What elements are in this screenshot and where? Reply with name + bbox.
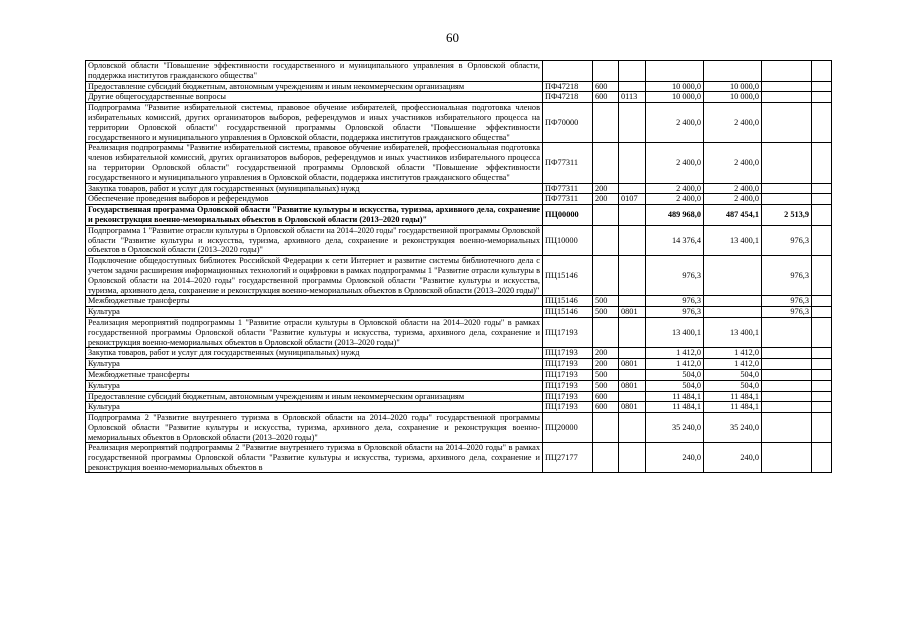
- table-body: [86, 61, 832, 473]
- cell-total: 976,3: [646, 256, 704, 296]
- cell-federal: [762, 143, 812, 183]
- cell-expense-type: 200: [593, 359, 619, 370]
- cell-section: 0801: [619, 380, 646, 391]
- cell-regional: 2 400,0: [704, 194, 762, 205]
- cell-expense-type: [593, 61, 619, 82]
- cell-code: ПФ47218: [543, 92, 593, 103]
- cell-extra: [812, 143, 832, 183]
- cell-code: ПЦ00000: [543, 205, 593, 226]
- cell-federal: [762, 81, 812, 92]
- cell-name: Культура: [86, 359, 543, 370]
- cell-expense-type: 500: [593, 369, 619, 380]
- cell-total: 2 400,0: [646, 103, 704, 143]
- cell-code: ПФ77311: [543, 183, 593, 194]
- cell-extra: [812, 359, 832, 370]
- cell-code: ПЦ15146: [543, 296, 593, 307]
- cell-section: [619, 391, 646, 402]
- cell-expense-type: [593, 225, 619, 255]
- cell-extra: [812, 380, 832, 391]
- page-number: 60: [446, 30, 459, 45]
- cell-code: ПФ47218: [543, 81, 593, 92]
- cell-federal: [762, 359, 812, 370]
- cell-total: 2 400,0: [646, 183, 704, 194]
- cell-regional: 2 400,0: [704, 103, 762, 143]
- cell-federal: [762, 369, 812, 380]
- table-row: [86, 369, 832, 380]
- cell-total: 489 968,0: [646, 205, 704, 226]
- cell-section: [619, 205, 646, 226]
- cell-code: ПЦ15146: [543, 256, 593, 296]
- cell-total: 976,3: [646, 307, 704, 318]
- table-row: [86, 61, 832, 82]
- cell-section: [619, 413, 646, 443]
- table-row: [86, 380, 832, 391]
- cell-extra: [812, 348, 832, 359]
- table-row: [86, 391, 832, 402]
- cell-code: ПЦ27177: [543, 443, 593, 473]
- cell-regional: 11 484,1: [704, 391, 762, 402]
- cell-name: Межбюджетные трансферты: [86, 296, 543, 307]
- cell-extra: [812, 369, 832, 380]
- cell-name-text: Реализация мероприятий подпрограммы 2 "Развитие внутреннего туризма в Орловской области на 2014–2020 годы" в рамках государственной программы Орловской области "Развитие культуры и искусства, туризма, архивного дела, сохранение и реконструкция военно-мемориальных объектов в: [88, 443, 540, 473]
- cell-extra: [812, 81, 832, 92]
- cell-section: 0801: [619, 307, 646, 318]
- table-row: [86, 256, 832, 296]
- cell-code: ПЦ10000: [543, 225, 593, 255]
- cell-regional: 487 454,1: [704, 205, 762, 226]
- cell-total: 10 000,0: [646, 92, 704, 103]
- cell-name: Реализация подпрограммы "Развитие избирательной системы, правовое обучение избирателей, профессиональная подготовка членов избирательной комиссий, других организаторов выборов, референдумов и иных участников избирательного процесса на территории Орловской области" государственной программы Орловской области "Повышение эффективности государственного и муниципального управления в Орловской области, поддержка институтов гражданского общества": [86, 143, 543, 183]
- cell-section: 0801: [619, 359, 646, 370]
- cell-code: ПЦ17193: [543, 359, 593, 370]
- cell-regional: 1 412,0: [704, 359, 762, 370]
- cell-extra: [812, 194, 832, 205]
- table-row: [86, 443, 832, 473]
- table-row: [86, 194, 832, 205]
- budget-table: [85, 60, 832, 473]
- table-row: [86, 205, 832, 226]
- table-row: [86, 307, 832, 318]
- cell-extra: [812, 225, 832, 255]
- cell-regional: [704, 307, 762, 318]
- cell-regional: 504,0: [704, 369, 762, 380]
- cell-name: Предоставление субсидий бюджетным, автономным учреждениям и иным некоммерческим организациям: [86, 81, 543, 92]
- cell-extra: [812, 413, 832, 443]
- cell-name: Обеспечение проведения выборов и референдумов: [86, 194, 543, 205]
- cell-code: ПЦ17193: [543, 402, 593, 413]
- cell-total: 13 400,1: [646, 317, 704, 347]
- table-row: [86, 143, 832, 183]
- cell-code: [543, 61, 593, 82]
- cell-federal: [762, 443, 812, 473]
- cell-regional: 1 412,0: [704, 348, 762, 359]
- cell-expense-type: 200: [593, 194, 619, 205]
- cell-section: [619, 317, 646, 347]
- cell-name: Предоставление субсидий бюджетным, автономным учреждениям и иным некоммерческим организациям: [86, 391, 543, 402]
- cell-extra: [812, 183, 832, 194]
- cell-federal: [762, 61, 812, 82]
- cell-regional: [704, 296, 762, 307]
- cell-expense-type: [593, 205, 619, 226]
- cell-expense-type: 600: [593, 391, 619, 402]
- table-row: [86, 225, 832, 255]
- cell-expense-type: 500: [593, 380, 619, 391]
- cell-total: 2 400,0: [646, 143, 704, 183]
- cell-federal: [762, 183, 812, 194]
- cell-section: 0107: [619, 194, 646, 205]
- cell-federal: 976,3: [762, 256, 812, 296]
- cell-regional: 2 400,0: [704, 143, 762, 183]
- cell-total: 504,0: [646, 380, 704, 391]
- cell-extra: [812, 205, 832, 226]
- cell-regional: [704, 256, 762, 296]
- cell-federal: [762, 413, 812, 443]
- cell-section: [619, 81, 646, 92]
- cell-code: ПЦ17193: [543, 369, 593, 380]
- table-row: [86, 348, 832, 359]
- cell-name: Межбюджетные трансферты: [86, 369, 543, 380]
- cell-code: ПЦ15146: [543, 307, 593, 318]
- cell-total: 10 000,0: [646, 81, 704, 92]
- cell-federal: 976,3: [762, 307, 812, 318]
- table-row: [86, 413, 832, 443]
- cell-total: 2 400,0: [646, 194, 704, 205]
- cell-code: ПФ77311: [543, 143, 593, 183]
- cell-name: Реализация мероприятий подпрограммы 1 "Развитие отрасли культуры в Орловской области на 2014–2020 годы" в рамках государственной программы Орловской области "Развитие культуры и искусства, туризма, архивного дела, сохранение и реконструкция военно-мемориальных объектов в Орловской области (2013–2020 годы)": [86, 317, 543, 347]
- cell-regional: 13 400,1: [704, 225, 762, 255]
- cell-total: 240,0: [646, 443, 704, 473]
- cell-extra: [812, 61, 832, 82]
- cell-federal: [762, 317, 812, 347]
- cell-name: Закупка товаров, работ и услуг для государственных (муниципальных) нужд: [86, 183, 543, 194]
- cell-section: [619, 225, 646, 255]
- cell-regional: 504,0: [704, 380, 762, 391]
- cell-expense-type: [593, 256, 619, 296]
- cell-regional: 35 240,0: [704, 413, 762, 443]
- cell-section: [619, 61, 646, 82]
- table-row: [86, 359, 832, 370]
- cell-expense-type: 500: [593, 296, 619, 307]
- cell-federal: [762, 391, 812, 402]
- cell-regional: 10 000,0: [704, 92, 762, 103]
- cell-regional: 10 000,0: [704, 81, 762, 92]
- cell-expense-type: [593, 443, 619, 473]
- cell-name: [86, 443, 543, 473]
- cell-regional: 11 484,1: [704, 402, 762, 413]
- cell-expense-type: 600: [593, 402, 619, 413]
- cell-regional: 2 400,0: [704, 183, 762, 194]
- cell-code: ПЦ17193: [543, 317, 593, 347]
- cell-federal: [762, 194, 812, 205]
- cell-federal: [762, 103, 812, 143]
- table-row: [86, 402, 832, 413]
- cell-section: [619, 443, 646, 473]
- cell-code: ПЦ20000: [543, 413, 593, 443]
- cell-name: Закупка товаров, работ и услуг для государственных (муниципальных) нужд: [86, 348, 543, 359]
- cell-name: Подпрограмма 1 "Развитие отрасли культуры в Орловской области на 2014–2020 годы" государственной программы Орловской области "Развитие культуры и искусства, туризма, архивного дела, сохранение и реконструкция военно-мемориальных объектов в Орловской области (2013–2020 годы)": [86, 225, 543, 255]
- cell-section: [619, 369, 646, 380]
- cell-extra: [812, 402, 832, 413]
- cell-total: 976,3: [646, 296, 704, 307]
- table-row: [86, 183, 832, 194]
- table-row: [86, 317, 832, 347]
- table-row: [86, 92, 832, 103]
- cell-expense-type: 600: [593, 92, 619, 103]
- cell-name: Другие общегосударственные вопросы: [86, 92, 543, 103]
- cell-section: [619, 143, 646, 183]
- cell-code: ПФ77311: [543, 194, 593, 205]
- cell-section: [619, 256, 646, 296]
- cell-expense-type: 500: [593, 307, 619, 318]
- cell-code: ПЦ17193: [543, 380, 593, 391]
- cell-code: ПЦ17193: [543, 391, 593, 402]
- cell-federal: 976,3: [762, 225, 812, 255]
- cell-expense-type: 200: [593, 348, 619, 359]
- cell-name: Орловской области "Повышение эффективности государственного и муниципального управления в Орловской области, поддержка институтов гражданского общества": [86, 61, 543, 82]
- cell-name: Культура: [86, 380, 543, 391]
- cell-total: [646, 61, 704, 82]
- cell-extra: [812, 296, 832, 307]
- cell-total: 1 412,0: [646, 359, 704, 370]
- cell-expense-type: [593, 143, 619, 183]
- cell-regional: [704, 61, 762, 82]
- table-row: [86, 81, 832, 92]
- cell-extra: [812, 256, 832, 296]
- cell-total: 35 240,0: [646, 413, 704, 443]
- cell-name: Подключение общедоступных библиотек Российской Федерации к сети Интернет и развитие системы библиотечного дела с учетом задачи расширения информационных технологий и оцифровки в рамках подпрограммы 1 "Развитие отрасли культуры в Орловской области на 2014–2020 годы" государственной программы Орловской области "Развитие культуры и искусства, туризма, архивного дела, сохранение и реконструкция военно-мемориальных объектов в Орловской области (2013–2020 годы)": [86, 256, 543, 296]
- cell-total: 11 484,1: [646, 391, 704, 402]
- cell-name: Государственная программа Орловской области "Развитие культуры и искусства, туризма, архивного дела, сохранение и реконструкция военно-мемориальных объектов в Орловской области (2013–2020 годы)": [86, 205, 543, 226]
- cell-regional: 240,0: [704, 443, 762, 473]
- cell-name: Культура: [86, 307, 543, 318]
- cell-total: 14 376,4: [646, 225, 704, 255]
- cell-expense-type: 200: [593, 183, 619, 194]
- cell-federal: [762, 380, 812, 391]
- cell-regional: 13 400,1: [704, 317, 762, 347]
- cell-total: 11 484,1: [646, 402, 704, 413]
- cell-code: ПФ70000: [543, 103, 593, 143]
- cell-federal: 976,3: [762, 296, 812, 307]
- cell-section: [619, 348, 646, 359]
- cell-section: [619, 183, 646, 194]
- cell-extra: [812, 92, 832, 103]
- cell-extra: [812, 391, 832, 402]
- cell-name: Подпрограмма "Развитие избирательной системы, правовое обучение избирателей, профессиональная подготовка членов избирательных комиссий, других организаторов выборов, референдумов и иных участников избирательного процесса на территории Орловской области" государственной программы Орловской области "Повышение эффективности государственного и муниципального управления в Орловской области, поддержка институтов гражданского общества": [86, 103, 543, 143]
- cell-expense-type: [593, 317, 619, 347]
- cell-federal: 2 513,9: [762, 205, 812, 226]
- cell-extra: [812, 443, 832, 473]
- cell-code: ПЦ17193: [543, 348, 593, 359]
- cell-expense-type: 600: [593, 81, 619, 92]
- cell-section: [619, 296, 646, 307]
- cell-section: 0801: [619, 402, 646, 413]
- table-row: [86, 103, 832, 143]
- cell-name: Подпрограмма 2 "Развитие внутреннего туризма в Орловской области на 2014–2020 годы" государственной программы Орловской области "Развитие культуры и искусства, туризма, архивного дела, сохранение и реконструкция военно-мемориальных объектов в Орловской области (2013–2020 годы)": [86, 413, 543, 443]
- cell-extra: [812, 307, 832, 318]
- cell-expense-type: [593, 103, 619, 143]
- cell-federal: [762, 92, 812, 103]
- cell-name: Культура: [86, 402, 543, 413]
- cell-expense-type: [593, 413, 619, 443]
- cell-total: 504,0: [646, 369, 704, 380]
- cell-federal: [762, 402, 812, 413]
- cell-extra: [812, 103, 832, 143]
- cell-section: 0113: [619, 92, 646, 103]
- cell-extra: [812, 317, 832, 347]
- cell-total: 1 412,0: [646, 348, 704, 359]
- table-row: [86, 296, 832, 307]
- cell-federal: [762, 348, 812, 359]
- cell-section: [619, 103, 646, 143]
